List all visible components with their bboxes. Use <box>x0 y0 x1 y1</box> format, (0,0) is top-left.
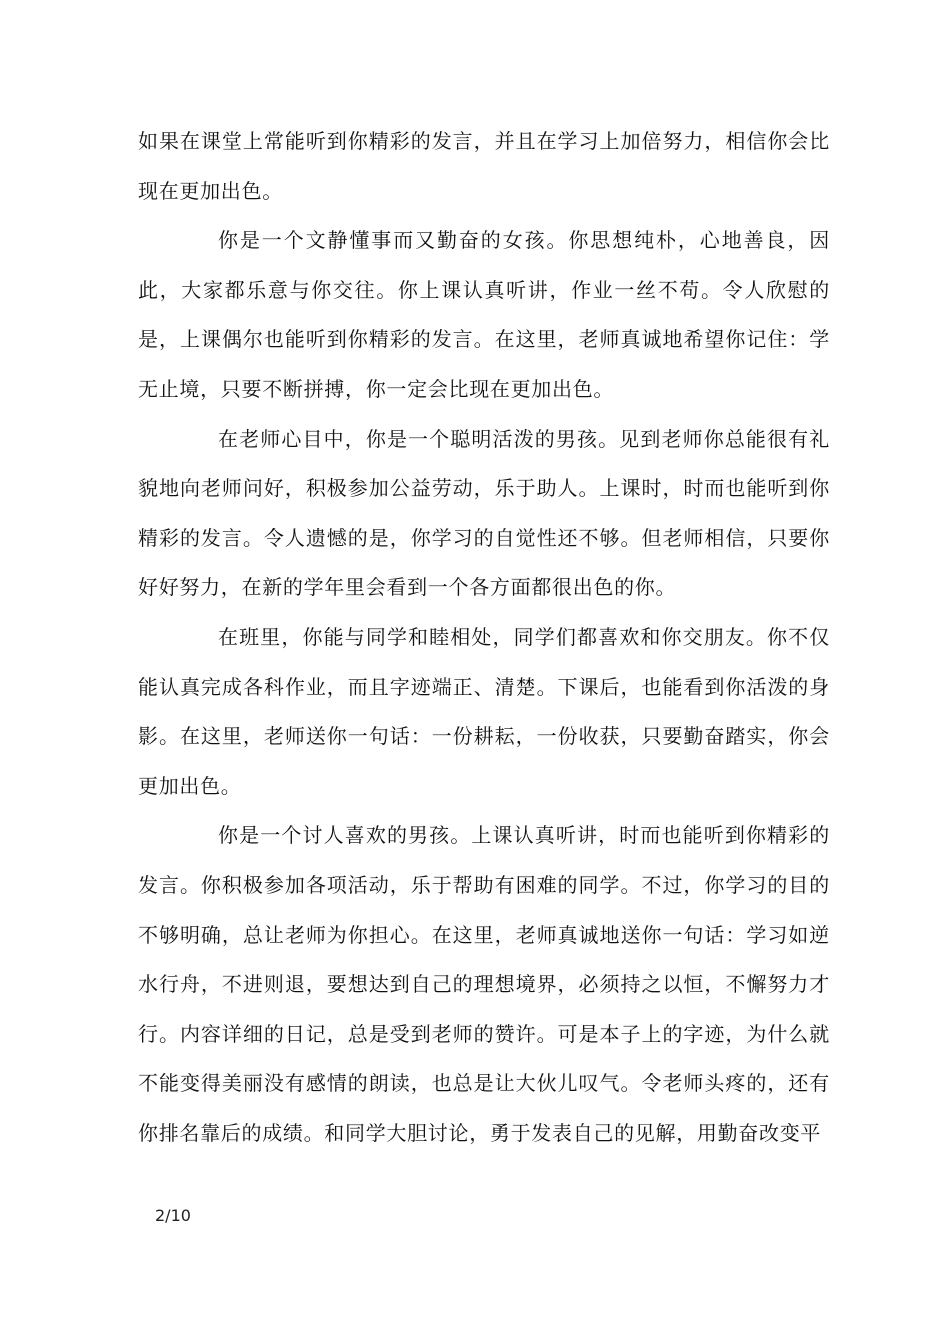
paragraph-comment-4: 你是一个讨人喜欢的男孩。上课认真听讲，时而也能听到你精彩的发言。你积极参加各项活动，乐于帮助有困难的同学。不过，你学习的目的不够明确，总让老师为你担心。在这里，老师真诚地送你一句话：学习如逆水行舟，不进则退，要想达到自己的理想境界，必须持之以恒，不懈努力才行。内容详细的日记，总是受到老师的赞许。可是本子上的字迹，为什么就不能变得美丽没有感情的朗读，也总是让大伙儿叹气。令老师头疼的，还有你排名靠后的成绩。和同学大胆讨论，勇于发表自己的见解，用勤奋改变平 <box>138 823 830 1145</box>
document-body <box>138 117 830 1158</box>
paragraph-continuation: 如果在课堂上常能听到你精彩的发言，并且在学习上加倍努力，相信你会比现在更加出色。 <box>138 129 830 203</box>
paragraph-comment-1: 你是一个文静懂事而又勤奋的女孩。你思想纯朴，心地善良，因此，大家都乐意与你交往。你上课认真听讲，作业一丝不苟。令人欣慰的是，上课偶尔也能听到你精彩的发言。在这里，老师真诚地希望你记住：学无止境，只要不断拼搏，你一定会比现在更加出色。 <box>138 228 830 401</box>
paragraph-comment-2: 在老师心目中，你是一个聪明活泼的男孩。见到老师你总能很有礼貌地向老师问好，积极参加公益劳动，乐于助人。上课时，时而也能听到你精彩的发言。令人遗憾的是，你学习的自觉性还不够。但老师相信，只要你好好努力，在新的学年里会看到一个各方面都很出色的你。 <box>138 426 830 600</box>
page-number: 2/10 <box>155 1206 191 1225</box>
paragraph-comment-3: 在班里，你能与同学和睦相处，同学们都喜欢和你交朋友。你不仅能认真完成各科作业，而且字迹端正、清楚。下课后，也能看到你活泼的身影。在这里，老师送你一句话：一份耕耘，一份收获，只要勤奋踏实，你会更加出色。 <box>138 624 830 798</box>
